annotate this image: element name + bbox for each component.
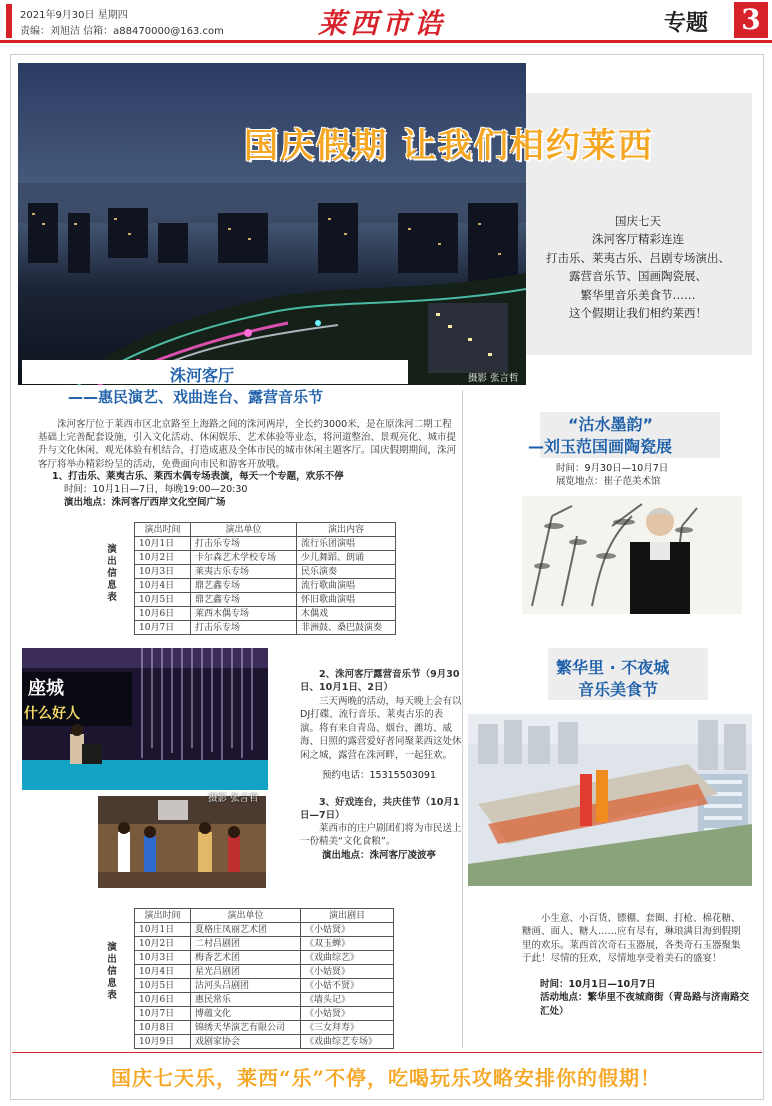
expo-info <box>556 462 668 489</box>
item1-title: 1、打击乐、莱夷古乐、莱西木偶专场表演，每天一个专题，欢乐不停 <box>52 471 344 482</box>
table-cell: 怀旧歌曲演唱 <box>297 593 396 607</box>
table-cell: 流行乐团演唱 <box>297 537 396 551</box>
fanhuali-title: 繁华里 · 不夜城 <box>556 658 670 677</box>
table-cell: 10月1日 <box>135 537 191 551</box>
table-cell: 《墙头记》 <box>301 993 394 1007</box>
item2-body: 三天两晚的活动，每天晚上会有以DJ打碟、流行音乐、莱夷古乐的表演。将有来自青岛、烟台、潍坊、威海、日照的露营爱好者同聚莱西这处休闲之城，露营在洙河畔，一起狂欢。 <box>300 696 462 761</box>
table-label: 演出信息表 <box>107 544 117 603</box>
table-row <box>135 993 394 1007</box>
table-row <box>135 1007 394 1021</box>
table-cell: 博蕴文化 <box>191 1007 301 1021</box>
table-header: 演出单位 <box>191 909 301 923</box>
issue-date: 2021年9月30日 星期四 <box>20 10 128 21</box>
masthead-logo: 莱西市诰 <box>318 7 447 40</box>
table-header: 演出内容 <box>297 523 396 537</box>
header-accent-bar <box>6 4 12 38</box>
hero-intro <box>526 212 750 322</box>
editor-contact: 责编：刘旭洁 信箱：a88470000@163.com <box>20 26 224 37</box>
table-cell: 10月2日 <box>135 551 191 565</box>
table-row <box>135 923 394 937</box>
table-cell: 《戏曲综艺专场》 <box>301 1035 394 1049</box>
table-header-row <box>135 909 394 923</box>
schedule-table-2 <box>134 908 394 1049</box>
table-cell: 少儿舞蹈、朗诵 <box>297 551 396 565</box>
table-cell: 《三女拜寿》 <box>301 1021 394 1035</box>
intro-line: 洙河客厅精彩连连 <box>592 232 684 247</box>
artist-photo <box>522 496 742 614</box>
table-row <box>135 593 396 607</box>
table-cell: 惠民常乐 <box>191 993 301 1007</box>
table-cell: 《小姑贤》 <box>301 1007 394 1021</box>
footer-rule <box>12 1052 762 1053</box>
intro-line: 这个假期让我们相约莱西！ <box>569 306 707 321</box>
table-row <box>135 937 394 951</box>
fanhuali-info <box>540 978 754 1018</box>
fanhuali-body: 小生意、小百货、镖棚、套圈、打枪、棉花糖、糖画、面人、糖人……应有尽有，琳琅满目海到假期里的欢乐。莱西首次奇石玉器展，各类奇石玉器聚集于此！尽情的狂欢，尽情地享受着美石的盛宴！ <box>522 913 741 965</box>
column-divider <box>462 390 463 1048</box>
table-cell: 流行歌曲演唱 <box>297 579 396 593</box>
footer-slogan: 国庆七天乐，莱西“乐”不停，吃喝玩乐攻略安排你的假期！ <box>110 1066 661 1090</box>
table-row <box>135 537 396 551</box>
table-row <box>135 607 396 621</box>
intro-line: 繁华里音乐美食节…… <box>580 287 696 302</box>
table-header: 演出时间 <box>135 909 191 923</box>
photo-credit: 摄影 张言哲 <box>208 793 259 804</box>
table-cell: 戏剧家协会 <box>191 1035 301 1049</box>
table-cell: 民乐演奏 <box>297 565 396 579</box>
item2-title: 2、洙河客厅露营音乐节（9月30日、10月1日、2日） <box>300 669 460 694</box>
table-cell: 锦绣天华演艺有限公司 <box>191 1021 301 1035</box>
table-row <box>135 1035 394 1049</box>
table-cell: 梅香艺术团 <box>191 951 301 965</box>
table-cell: 10月6日 <box>135 993 191 1007</box>
table-cell: 鼎艺鑫专场 <box>191 579 297 593</box>
table-cell: 10月8日 <box>135 1021 191 1035</box>
table-row <box>135 579 396 593</box>
table-cell: 打击乐专场 <box>191 621 297 635</box>
intro-line: 露营音乐节、国画陶瓷展、 <box>569 269 707 284</box>
expo-time: 时间：9月30日—10月7日 <box>556 463 669 474</box>
table-row <box>135 951 394 965</box>
stage-performance-photo <box>22 648 268 790</box>
item2-phone: 预约电话：15315503091 <box>322 770 436 781</box>
table-cell: 10月4日 <box>135 965 191 979</box>
table-header-row <box>135 523 396 537</box>
table-cell: 非洲鼓、桑巴鼓演奏 <box>297 621 396 635</box>
table-row <box>135 1021 394 1035</box>
page-number: 3 <box>734 2 768 38</box>
table-row <box>135 551 396 565</box>
item1-time: 时间：10月1日—7日，每晚19:00—20:30 <box>64 484 248 495</box>
table-cell: 10月9日 <box>135 1035 191 1049</box>
item3-body: 莱西市的庄户剧团们将为市民送上一份精美“文化食粮”。 <box>300 823 462 848</box>
table-cell: 莱夷古乐专场 <box>191 565 297 579</box>
schedule-table-1 <box>134 522 396 635</box>
table-cell: 《小姑贤》 <box>301 965 394 979</box>
table-cell: 10月5日 <box>135 979 191 993</box>
fanhuali-place: 活动地点：繁华里不夜城商街（青岛路与济南路交汇处） <box>540 992 750 1017</box>
table-header: 演出单位 <box>191 523 297 537</box>
section-name: 专题 <box>664 11 709 36</box>
item3-title: 3、好戏连台，共庆佳节（10月1日—7日） <box>300 797 460 822</box>
table-header: 演出时间 <box>135 523 191 537</box>
table-cell: 10月3日 <box>135 565 191 579</box>
table-cell: 10月7日 <box>135 1007 191 1021</box>
intro-line: 国庆七天 <box>615 214 661 228</box>
expo-place: 展览地点：崔子范美术馆 <box>556 476 661 488</box>
table-cell: 木偶戏 <box>297 607 396 621</box>
table-row <box>135 621 396 635</box>
expo-title: “沽水墨韵” <box>568 415 654 434</box>
table-cell: 二村吕剧团 <box>191 937 301 951</box>
table-cell: 《戏曲综艺》 <box>301 951 394 965</box>
intro-paragraph: 洙河客厅位于莱西市区北京路至上海路之间的洙河两岸，全长约3000米，是在原洙河二期工程基础上完善配套设施，引入文化活动、休闲娱乐、艺术体验等业态，将河道整治、景观亮化、城市提升与文化休闲、观光体验有机结合，打造成惠及全体市民的城市休闲主题客厅。国庆假期期间，洙河客厅将举办精彩纷呈的活动，免费面向市民和游客开放哦。 <box>38 419 457 470</box>
intro-line: 打击乐、莱夷古乐、吕剧专场演出、 <box>546 250 730 265</box>
table-cell: 莱西木偶专场 <box>191 607 297 621</box>
hero-title: 国庆假期 让我们相约莱西 <box>244 126 654 166</box>
table-cell: 《双玉蝉》 <box>301 937 394 951</box>
table-header: 演出剧目 <box>301 909 394 923</box>
table-cell: 鼎艺鑫专场 <box>191 593 297 607</box>
table-cell: 10月5日 <box>135 593 191 607</box>
table-row <box>135 965 394 979</box>
section-title: 洙河客厅 <box>170 366 235 385</box>
table-cell: 10月2日 <box>135 937 191 951</box>
table-cell: 10月1日 <box>135 923 191 937</box>
item3-place: 演出地点：洙河客厅凌波亭 <box>322 850 437 861</box>
photo-credit: 摄影 张言哲 <box>468 373 519 384</box>
stage-sign-text: 座城 <box>28 678 64 699</box>
expo-subtitle: —刘玉范国画陶瓷展 <box>528 437 673 456</box>
header-rule <box>0 40 772 43</box>
table-cell: 10月4日 <box>135 579 191 593</box>
item1-place: 演出地点：洙河客厅西岸文化空间广场 <box>64 497 226 508</box>
table-row <box>135 979 394 993</box>
fanhuali-subtitle: 音乐美食节 <box>578 680 659 699</box>
table-label: 演出信息表 <box>107 942 117 1001</box>
opera-performance-photo <box>98 796 266 888</box>
table-cell: 《小姑不贤》 <box>301 979 394 993</box>
table-cell: 《小姑贤》 <box>301 923 394 937</box>
table-cell: 10月3日 <box>135 951 191 965</box>
section-subtitle: ——惠民演艺、戏曲连台、露营音乐节 <box>68 388 324 406</box>
table-cell: 星光吕剧团 <box>191 965 301 979</box>
table-cell: 卡尔森艺术学校专场 <box>191 551 297 565</box>
table-cell: 夏格庄凤丽艺术团 <box>191 923 301 937</box>
stage-sign-text: 什么好人 <box>24 706 80 722</box>
hero-night-photo <box>18 63 526 385</box>
table-cell: 10月6日 <box>135 607 191 621</box>
night-street-rendering <box>468 714 752 886</box>
table-cell: 沽河头吕剧团 <box>191 979 301 993</box>
table-cell: 10月7日 <box>135 621 191 635</box>
fanhuali-time: 时间：10月1日—10月7日 <box>540 979 656 990</box>
table-row <box>135 565 396 579</box>
table-cell: 打击乐专场 <box>191 537 297 551</box>
